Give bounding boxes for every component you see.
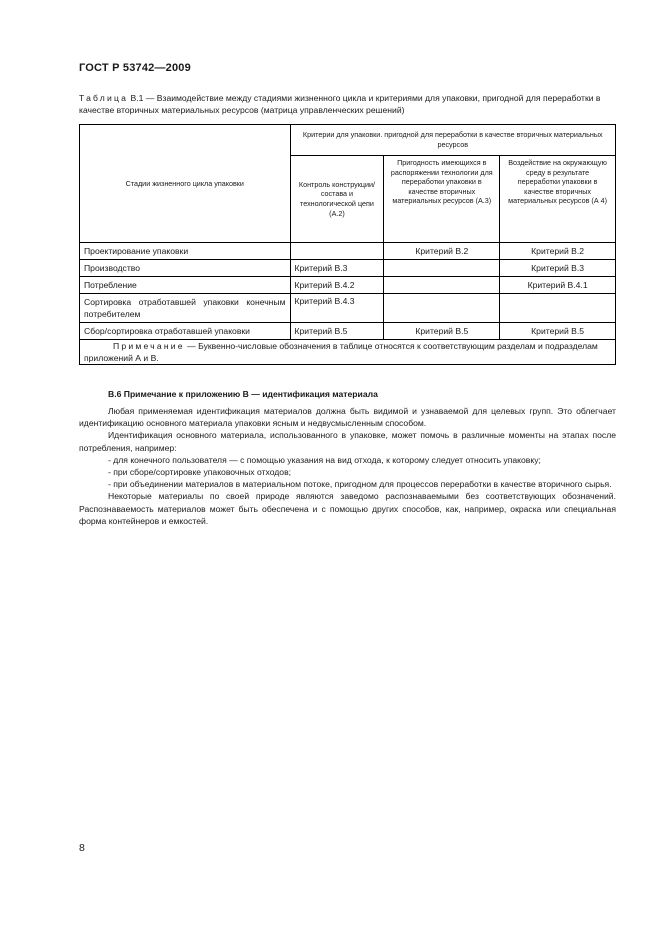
table-row [80,294,616,323]
page-number: 8 [79,842,85,854]
criterion-cell: Критерий В.5 [290,323,384,340]
note-label: Примечание [113,341,185,351]
note-text: — Буквенно-числовые обозначения в таблице относятся к соответствующим разделам и подразделам приложений А и В. [84,341,598,363]
stage-cell: Проектирование упаковки [80,243,291,260]
stage-cell: Потребление [80,277,291,294]
document-header: ГОСТ Р 53742—2009 [79,62,191,74]
criterion-cell: Критерий В.5 [500,323,616,340]
table-row [80,323,616,340]
criteria-header-a4: Воздействие на окружающую среду в результате переработки упаковки в качестве вторичных материальных ресурсов (А 4) [500,156,616,243]
criterion-cell: Критерий В.5 [384,323,500,340]
criterion-cell: Критерий В.3 [290,260,384,277]
criteria-matrix-table [79,124,616,365]
table-row [80,260,616,277]
caption-text: — Взаимодействие между стадиями жизненного цикла и критериями для упаковки, пригодной для переработки в качестве вторичных материальных ресурсов (матрица управленческих решений) [79,93,601,115]
criterion-cell [384,260,500,277]
section-title: В.6 Примечание к приложению В — идентификация материала [108,389,378,399]
stage-cell: Производство [80,260,291,277]
table-note-row [80,340,616,365]
list-item: - при сборе/сортировке упаковочных отходов; [108,467,292,478]
criterion-cell [290,243,384,260]
criterion-cell [384,294,500,323]
paragraph: Идентификация основного материала, использованного в упаковке, может помочь в различные моменты на этапах после потребления, например: [79,430,616,453]
criteria-header-a3: Пригодность имеющихся в распоряжении технологии для переработки упаковки в качестве вторичных материальных ресурсов (А.3) [384,156,500,243]
criterion-cell: Критерий В.4.3 [290,294,384,323]
paragraph: Любая применяемая идентификация материалов должна быть видимой и узнаваемой для целевых групп. Это облегчает идентификацию основного материала упаковки ясным и недвусмысленным способом. [79,406,616,429]
criterion-cell [500,294,616,323]
criterion-cell: Критерий В.3 [500,260,616,277]
paragraph: Некоторые материалы по своей природе являются заведомо распознаваемыми без соответствующих обозначений. Распознаваемость материалов может быть обеспечена и с помощью других способов, как, например, окраска или специальная форма контейнеров и емкостей. [79,491,616,526]
table-caption [79,92,616,116]
stage-cell: Сбор/сортировка отработавшей упаковки [80,323,291,340]
list-item: - для конечного пользователя — с помощью указания на вид отхода, к которому следует относить упаковку; [108,454,541,465]
caption-label: Таблица [79,93,129,103]
criteria-group-header: Критерии для упаковки. пригодной для переработки в качестве вторичных материальных ресурсов [290,125,615,156]
section-body [79,405,616,527]
criterion-cell: Критерий В.4.2 [290,277,384,294]
criterion-cell: Критерий В.2 [384,243,500,260]
list-item: - при объединении материалов в материальном потоке, пригодном для процессов переработки в качестве вторичного сырья. [108,479,612,490]
criterion-cell [384,277,500,294]
criteria-header-a2: Контроль конструкции/состава и технологической цепи (А.2) [290,156,384,243]
criterion-cell: Критерий В.4.1 [500,277,616,294]
stage-cell: Сортировка отработавшей упаковки конечным потребителем [80,294,291,323]
table-row [80,243,616,260]
table-row [80,277,616,294]
stage-column-header: Стадии жизненного цикла упаковки [80,125,291,243]
table-note [80,340,616,365]
caption-number: В.1 [130,93,144,103]
criterion-cell: Критерий В.2 [500,243,616,260]
